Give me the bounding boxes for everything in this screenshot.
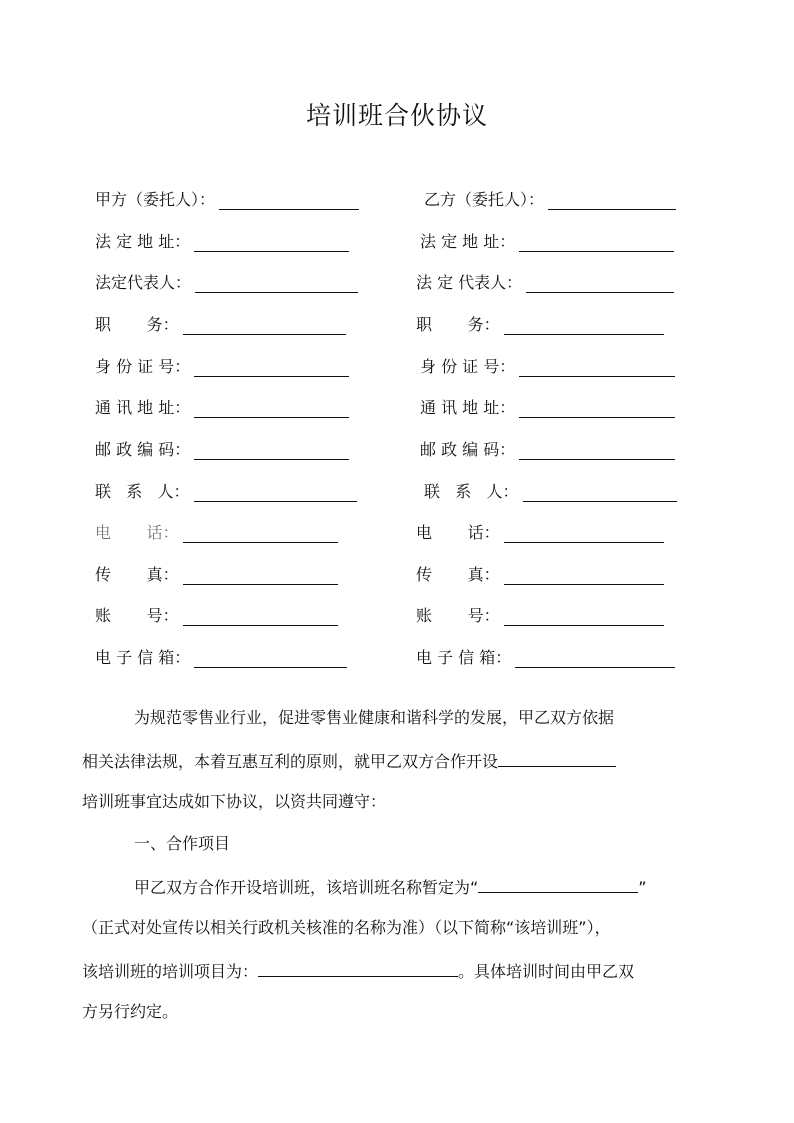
party-b-name-blank[interactable] — [548, 189, 676, 210]
party-b-label: 法 定 代表人： — [416, 273, 523, 292]
party-b-fax-blank[interactable] — [504, 564, 664, 585]
party-b-field — [424, 478, 677, 502]
party-a-fax-blank[interactable] — [183, 564, 338, 585]
party-b-position-blank[interactable] — [504, 314, 664, 335]
party-a-label: 身 份 证 号： — [95, 357, 191, 376]
cooperation-line-2: （正式对处宣传以相关行政机关核准的名称为准）（以下简称“该培训班”）， — [82, 918, 611, 937]
cooperation-line-1 — [134, 874, 647, 900]
party-b-mail-address-blank[interactable] — [519, 397, 675, 418]
party-a-label: 电 话： — [95, 523, 179, 542]
party-b-label: 邮 政 编 码： — [420, 440, 516, 459]
party-b-account-blank[interactable] — [504, 605, 664, 626]
party-a-field — [95, 436, 349, 460]
party-b-field — [420, 394, 675, 418]
party-b-label: 账 号： — [416, 606, 500, 625]
party-a-field — [95, 478, 357, 502]
party-a-field — [95, 561, 338, 585]
party-a-mail-address-blank[interactable] — [194, 397, 349, 418]
party-b-id-blank[interactable] — [519, 356, 675, 377]
closing-quote: ” — [638, 878, 647, 897]
party-a-label: 账 号： — [95, 606, 179, 625]
party-b-label: 通 讯 地 址： — [420, 398, 516, 417]
party-a-id-blank[interactable] — [194, 356, 349, 377]
cooperation-line-3-text: 该培训班的培训项目为： — [82, 962, 259, 981]
party-a-label: 传 真： — [95, 565, 179, 584]
party-a-field — [95, 269, 358, 293]
party-a-field — [95, 311, 346, 335]
party-b-phone-blank[interactable] — [504, 522, 664, 543]
party-b-email-blank[interactable] — [515, 647, 675, 668]
party-b-contact-blank[interactable] — [523, 481, 677, 502]
party-b-field — [416, 602, 664, 626]
party-b-field — [420, 228, 674, 252]
program-blank[interactable] — [498, 748, 616, 767]
party-a-label: 通 讯 地 址： — [95, 398, 191, 417]
party-b-representative-blank[interactable] — [526, 272, 674, 293]
party-a-field — [95, 228, 349, 252]
party-a-field — [95, 602, 338, 626]
party-b-label: 电 子 信 箱： — [416, 648, 512, 667]
party-b-postcode-blank[interactable] — [519, 439, 675, 460]
party-b-field — [416, 311, 664, 335]
party-b-label: 电 话： — [416, 523, 500, 542]
party-b-field — [420, 353, 675, 377]
party-a-label: 邮 政 编 码： — [95, 440, 191, 459]
cooperation-line-4: 方另行约定。 — [82, 1002, 179, 1021]
intro-line-2-text: 相关法律法规，本着互惠互利的原则，就甲乙双方合作开设 — [82, 752, 499, 771]
party-a-position-blank[interactable] — [183, 314, 346, 335]
party-a-field — [95, 644, 347, 668]
party-b-field — [416, 561, 664, 585]
party-b-field — [416, 519, 664, 543]
party-b-field — [416, 269, 674, 293]
party-a-postcode-blank[interactable] — [194, 439, 349, 460]
party-b-label: 法 定 地 址： — [420, 232, 516, 251]
section-heading: 一、合作项目 — [134, 834, 231, 853]
training-items-blank[interactable] — [258, 958, 458, 977]
party-a-label: 职 务： — [95, 315, 179, 334]
document-title: 培训班合伙协议 — [305, 101, 488, 130]
party-a-field — [95, 394, 349, 418]
cooperation-line-3 — [82, 958, 634, 984]
party-a-contact-blank[interactable] — [194, 481, 357, 502]
intro-line-1: 为规范零售业行业，促进零售业健康和谐科学的发展，甲乙双方依据 — [134, 708, 615, 727]
party-a-field — [95, 519, 338, 543]
party-b-address-blank[interactable] — [519, 231, 674, 252]
party-b-label: 职 务： — [416, 315, 500, 334]
party-b-field — [420, 436, 675, 460]
party-a-phone-blank[interactable] — [183, 522, 338, 543]
party-b-field — [416, 644, 675, 668]
party-b-field — [424, 186, 676, 210]
party-b-label: 联 系 人： — [424, 482, 519, 501]
party-a-representative-blank[interactable] — [195, 272, 358, 293]
party-a-field — [95, 353, 349, 377]
party-a-email-blank[interactable] — [194, 647, 347, 668]
class-name-blank[interactable] — [478, 874, 638, 893]
party-b-label: 传 真： — [416, 565, 500, 584]
party-b-label: 身 份 证 号： — [420, 357, 516, 376]
cooperation-line-3-end: 。具体培训时间由甲乙双 — [458, 962, 635, 981]
party-a-field — [95, 186, 359, 210]
party-a-label: 联 系 人： — [95, 482, 190, 501]
intro-line-3: 培训班事宜达成如下协议，以资共同遵守： — [82, 792, 387, 811]
party-b-label: 乙方（委托人）： — [424, 190, 545, 209]
intro-line-2 — [82, 748, 616, 774]
party-a-label: 电 子 信 箱： — [95, 648, 191, 667]
party-a-account-blank[interactable] — [183, 605, 338, 626]
party-a-address-blank[interactable] — [194, 231, 349, 252]
party-a-label: 甲方（委托人）： — [95, 190, 216, 209]
party-a-name-blank[interactable] — [219, 189, 359, 210]
party-a-label: 法 定 地 址： — [95, 232, 191, 251]
cooperation-line-1-text: 甲乙双方合作开设培训班，该培训班名称暂定为“ — [134, 878, 479, 897]
party-a-label: 法定代表人： — [95, 273, 192, 292]
